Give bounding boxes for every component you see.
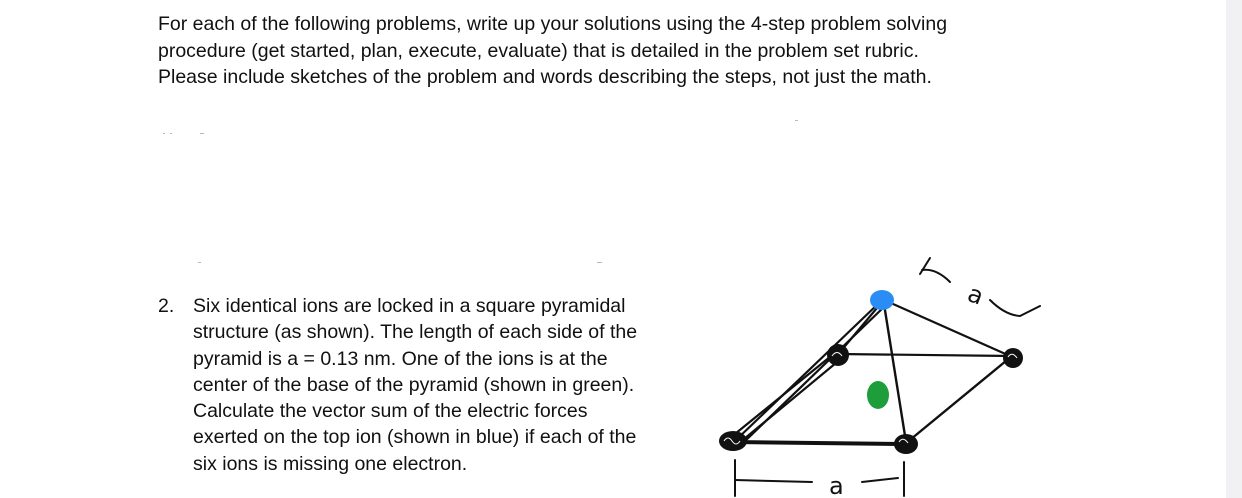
problem-line: center of the base of the pyramid (shown in green). bbox=[193, 373, 635, 396]
scan-speck bbox=[597, 262, 602, 263]
instructions-paragraph bbox=[158, 11, 1058, 91]
slant-edge-right bbox=[884, 300, 1010, 356]
base-length-marker bbox=[735, 460, 904, 496]
instructions-line: procedure (get started, plan, execute, evaluate) that is detailed in the problem set rubric. bbox=[158, 39, 919, 62]
base-ion-right bbox=[1003, 348, 1023, 368]
scan-speck bbox=[198, 262, 201, 263]
problem-line: exerted on the top ion (shown in blue) if each of the bbox=[193, 426, 637, 449]
problem-number: 2. bbox=[158, 295, 175, 317]
instructions-line: For each of the following problems, write up your solutions using the 4-step problem solving bbox=[158, 13, 948, 35]
base-edge-right bbox=[905, 356, 1012, 444]
problem-line: structure (as shown). The length of each side of the bbox=[193, 321, 638, 344]
page-edge-strip bbox=[1226, 0, 1242, 498]
instructions-line: Please include sketches of the problem and words describing the steps, not just the math. bbox=[158, 66, 932, 88]
base-edge-back bbox=[838, 354, 1012, 356]
problem-statement bbox=[193, 293, 637, 477]
center-ion-green bbox=[867, 381, 889, 409]
top-ion-blue bbox=[870, 290, 894, 310]
base-ion-back bbox=[827, 344, 849, 366]
slant-edge-left-front bbox=[736, 302, 880, 440]
scan-speck bbox=[795, 120, 798, 121]
problem-line: six ions is missing one electron. bbox=[193, 452, 468, 475]
slant-edge-front bbox=[884, 304, 906, 442]
base-edge-left-outline bbox=[738, 358, 842, 444]
scan-speck bbox=[163, 133, 165, 134]
problem-line: Calculate the vector sum of the electric forces bbox=[193, 400, 588, 423]
base-length-label: a bbox=[829, 472, 844, 498]
scan-speck bbox=[170, 133, 172, 134]
base-ion-front bbox=[894, 434, 918, 454]
base-edge-front bbox=[734, 442, 905, 444]
slant-edge-left-front-outline bbox=[742, 305, 886, 444]
base-ion-left bbox=[719, 431, 747, 451]
problem-line: Six identical ions are locked in a square pyramidal bbox=[193, 295, 626, 317]
pyramid-sketch bbox=[700, 250, 1060, 498]
slant-length-label: a bbox=[963, 279, 988, 311]
slant-edge-back bbox=[840, 302, 882, 352]
scan-speck bbox=[200, 133, 204, 134]
problem-line: pyramid is a = 0.13 nm. One of the ions is at the bbox=[193, 347, 608, 370]
